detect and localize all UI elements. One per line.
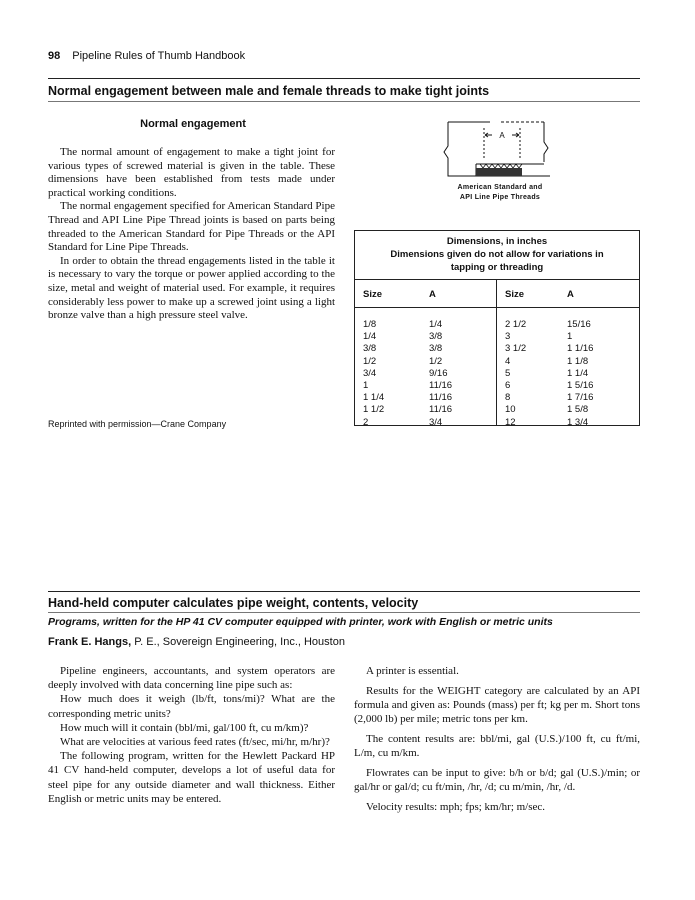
section1-paragraph: The normal amount of engagement to make a tight joint for various types of screwed material is given in the table. These dimensions have been established from tests made under practical working conditions. <box>48 146 335 199</box>
section2-right-column <box>354 664 640 819</box>
dimensions-table <box>354 230 640 426</box>
table-cell: 3 1/2 <box>505 343 527 355</box>
table-cell: 2 1/2 <box>505 319 527 330</box>
table-cell: 3 <box>505 331 511 343</box>
table-cell: 15/16 <box>567 319 591 330</box>
table-cell: 1/4 <box>429 319 443 330</box>
table-cell: 1 5/16 <box>567 380 594 391</box>
section2-paragraph: Velocity results: mph; fps; km/hr; m/sec. <box>366 800 546 813</box>
author-name: Frank E. Hangs, <box>48 636 132 648</box>
table-cell: 11/16 <box>429 380 453 391</box>
table-cell: 1/8 <box>363 319 377 330</box>
author-affiliation: P. E., Sovereign Engineering, Inc., Houston <box>131 636 345 648</box>
figure-caption <box>420 183 580 203</box>
table-cell: 4 <box>505 355 511 367</box>
section2-paragraph: How much does it weigh (lb/ft, tons/mi)? What are the corresponding metric units? <box>48 693 335 720</box>
table-cell: 2 <box>363 416 369 428</box>
section2-paragraph: What are velocities at various feed rates (ft/sec, mi/hr, m/hr)? <box>60 736 330 749</box>
section2-paragraph: The following program, written for the Hewlett Packard HP 41 CV hand-held computer, develops a lot of useful data for steel pipe for any outside diameter and wall thickness. Either English or metric units may be entered. <box>48 750 335 805</box>
table-cell: 3/8 <box>429 331 443 343</box>
section1-body <box>48 146 335 323</box>
table-cell: 1 <box>363 380 369 391</box>
section2-paragraph: How much will it contain (bbl/mi, gal/100 ft, cu m/km)? <box>60 721 309 734</box>
section2-rule <box>48 612 640 613</box>
table-cell: 3/4 <box>429 416 443 428</box>
table-body <box>355 308 639 426</box>
table-cell: 12 <box>505 416 516 428</box>
table-cell: 1 1/2 <box>363 404 385 416</box>
section1-title: Normal engagement between male and female threads to make tight joints <box>48 84 490 98</box>
table-cell: 6 <box>505 380 511 391</box>
table-caption-line: Dimensions, in inches <box>446 236 548 247</box>
book-title: Pipeline Rules of Thumb Handbook <box>72 50 246 62</box>
table-header-row <box>355 280 639 308</box>
table-cell: 1 1/4 <box>567 367 589 379</box>
table-cell: 1/2 <box>429 355 443 367</box>
table-caption-line: tapping or threading <box>450 262 544 273</box>
table-cell: 1 1/4 <box>363 392 385 404</box>
table-cell: 1 1/8 <box>567 355 589 367</box>
section2-paragraph: The content results are: bbl/mi, gal (U.S.)/100 ft, cu ft/mi, L/m, cu m/km. <box>354 732 640 760</box>
table-cell: 1 1/16 <box>567 343 594 355</box>
table-cell: 3/8 <box>429 343 443 355</box>
dimension-label: A <box>499 131 505 140</box>
page-number: 98 <box>48 50 61 62</box>
credit-line: Reprinted with permission—Crane Company <box>48 419 227 429</box>
section2-title: Hand-held computer calculates pipe weight, contents, velocity <box>48 596 419 610</box>
section1-paragraph: The normal engagement specified for American Standard Pipe Thread and API Line Pipe Thread joints is based on parts being threaded to the American Standard for Pipe Threads or the API Standard for Line Pipe Threads. <box>48 200 335 254</box>
page-header <box>48 50 245 62</box>
table-cell: 1 3/4 <box>567 416 589 428</box>
table-cell: 11/16 <box>429 392 453 404</box>
column-header: Size <box>363 289 383 300</box>
table-cell: 1/4 <box>363 331 377 343</box>
table-cell: 3/4 <box>363 367 377 379</box>
table-cell: 9/16 <box>429 367 448 379</box>
table-cell: 1 5/8 <box>567 404 589 416</box>
section2-paragraph: Results for the WEIGHT category are calculated by an API formula and given as: Pounds (mass) per ft; kg per m. Short tons (2,000 lb) per mile; metric tons per km. <box>354 684 640 726</box>
table-caption <box>355 231 639 280</box>
figure-caption-line: API Line Pipe Threads <box>459 194 541 201</box>
table-cell: 3/8 <box>363 343 377 355</box>
table-cell: 5 <box>505 367 511 379</box>
header-rule <box>48 78 640 79</box>
column-header: A <box>567 289 574 300</box>
table-cell: 1/2 <box>363 355 377 367</box>
section-divider <box>48 591 640 592</box>
section1-rule <box>48 101 640 102</box>
section2-paragraph: Pipeline engineers, accountants, and system operators are deeply involved with data concerning line pipe such as: <box>48 665 335 692</box>
section2-paragraph: Flowrates can be input to give: b/h or b/d; gal (U.S.)/min; or gal/hr or gal/d; cu ft/min, /hr, /d; cu m/min, /hr, /d. <box>354 766 640 793</box>
section1-paragraph: In order to obtain the thread engagements listed in the table it is necessary to vary the torque or power applied according to the size, metal and weight of material used. For example, it requires considerably less power to make up a screwed joint using a light bronze valve than a high pressure steel valve. <box>48 254 335 322</box>
table-caption-line: Dimensions given do not allow for variations in <box>390 249 604 260</box>
table-cell: 10 <box>505 404 516 416</box>
author-line <box>48 636 345 648</box>
figure-caption-line: American Standard and <box>457 184 543 191</box>
table-cell: 8 <box>505 392 511 404</box>
section1-subhead: Normal engagement <box>140 118 246 130</box>
section2-subtitle: Programs, written for the HP 41 CV computer equipped with printer, work with English or metric units <box>48 616 553 628</box>
section2-paragraph: A printer is essential. <box>366 665 459 677</box>
table-cell: 1 <box>567 331 573 343</box>
table-cell: 1 7/16 <box>567 392 594 404</box>
table-cell: 11/16 <box>429 404 453 416</box>
column-header: Size <box>505 289 525 300</box>
section2-left-column <box>48 664 335 806</box>
column-header: A <box>429 289 436 300</box>
